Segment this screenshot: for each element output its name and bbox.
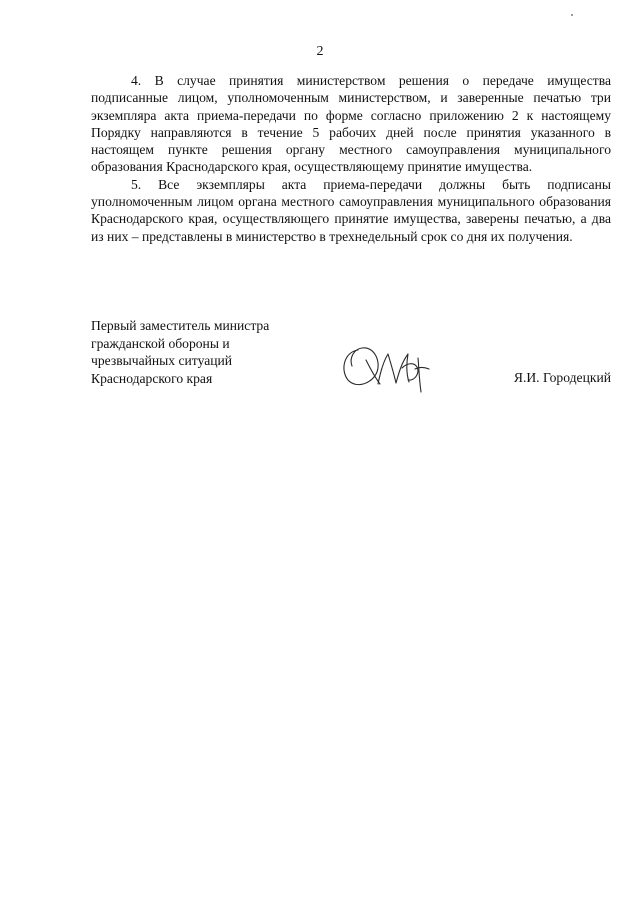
signer-title <box>91 317 351 387</box>
signer-title-line: гражданской обороны и <box>91 335 230 351</box>
handwritten-signature <box>336 336 436 398</box>
signer-title-line: Первый заместитель министра <box>91 318 270 333</box>
signer-name: Я.И. Городецкий <box>513 370 611 385</box>
document-body <box>91 72 611 245</box>
signer-title-line: Краснодарского края <box>91 370 213 386</box>
signature-block <box>91 317 611 407</box>
paragraph-5: 5. Все экземпляры акта приема-передачи должны быть подписаны уполномоченным лицом органа местного самоуправления муниципального образования Краснодарского края, осуществляющего принятие имущества, заверены печатью, а два из них – представлены в министерство в трехнедельный срок со дня их получения. <box>91 176 611 244</box>
page-number: 2 <box>316 44 324 59</box>
paragraph-4: 4. В случае принятия министерством решения о передаче имущества подписанные лицом, уполномоченным министерством, и заверенные печатью три экземпляра акта приема-передачи по форме согласно приложению 2 к настоящему Порядку направляются в течение 5 рабочих дней после принятия указанного в настоящем пункте решения органу местного самоуправления муниципального образования Краснодарского края, осуществляющему принятие имущества. <box>91 73 611 175</box>
scan-speck <box>571 14 573 16</box>
signer-title-line: чрезвычайных ситуаций <box>91 353 233 368</box>
